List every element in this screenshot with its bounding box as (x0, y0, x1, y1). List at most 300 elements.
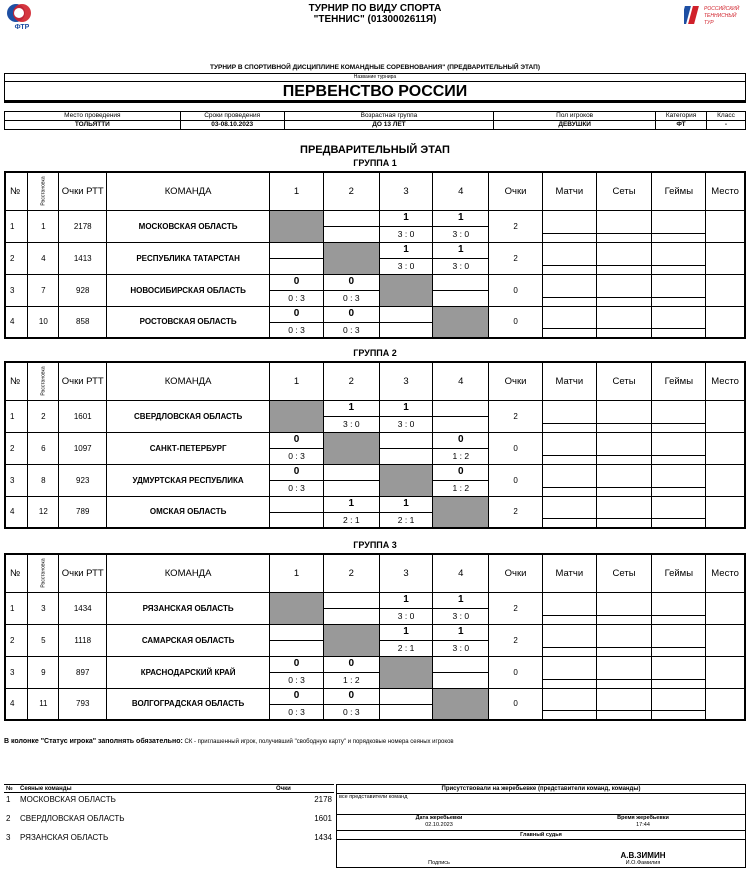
row-number: 2 (5, 624, 28, 656)
match-win: 0 (458, 466, 464, 477)
seeded-team: РЯЗАНСКАЯ ОБЛАСТЬ (20, 832, 109, 842)
match-win: 0 (293, 307, 300, 319)
match-win: 1 (348, 497, 355, 509)
status-note-bold: В колонке "Статус игрока" заполнять обязательно: (4, 738, 183, 745)
col-2-header: 2 (323, 554, 379, 592)
match-win: 1 (458, 244, 464, 255)
match-cell (270, 432, 324, 464)
title-line-1: ТУРНИР ПО ВИДУ СПОРТА (308, 3, 442, 14)
svg-text:ТУР: ТУР (704, 20, 714, 26)
col-2-header: 2 (323, 172, 379, 210)
team-name: НОВОСИБИРСКАЯ ОБЛАСТЬ (106, 274, 269, 306)
match-score (270, 512, 323, 527)
col-points-header: Очки (489, 362, 543, 400)
seed-header-label: Расстановка (40, 366, 47, 396)
match-win: 1 (458, 212, 464, 223)
games-cell (652, 656, 706, 688)
games-cell (652, 432, 706, 464)
team-points: 2 (489, 400, 543, 432)
cell-divider (652, 314, 705, 329)
cell-divider (652, 696, 705, 711)
match-score: 3 : 0 (433, 258, 488, 273)
col-games-header: Геймы (652, 172, 706, 210)
rtt-points: 858 (59, 306, 107, 338)
diagonal-cell (270, 400, 324, 432)
cell-divider (543, 473, 596, 488)
match-win (433, 401, 488, 416)
match-score: 3 : 0 (324, 416, 379, 431)
matches-cell (542, 306, 596, 338)
row-number: 1 (5, 592, 28, 624)
team-row (5, 592, 745, 624)
judge-caption: Главный судья (520, 832, 562, 838)
draw-info-block (336, 784, 746, 868)
seed-number: 12 (28, 496, 59, 528)
matches-cell (542, 242, 596, 274)
team-row (5, 400, 745, 432)
team-row (5, 432, 745, 464)
cell-divider (597, 283, 652, 298)
match-score: 3 : 0 (380, 416, 433, 431)
rtt-points: 1097 (59, 432, 107, 464)
sets-cell (596, 306, 652, 338)
dates-value: 03-08.10.2023 (180, 121, 284, 130)
cell-divider (597, 601, 652, 616)
team-points: 2 (489, 592, 543, 624)
judge-name-caption: И.О.Фамилия (625, 860, 661, 866)
cell-divider (597, 314, 652, 329)
col-seed-header (28, 554, 59, 592)
sets-cell (596, 592, 652, 624)
games-cell (652, 400, 706, 432)
match-score (324, 480, 379, 495)
match-win (433, 657, 488, 672)
col-seed-header (28, 362, 59, 400)
match-win: 0 (348, 307, 355, 319)
seed-number: 8 (28, 464, 59, 496)
team-name: САМАРСКАЯ ОБЛАСТЬ (106, 624, 269, 656)
matches-cell (542, 592, 596, 624)
sets-cell (596, 496, 652, 528)
gender-value: ДЕВУШКИ (494, 121, 656, 130)
tournament-name-box (4, 73, 746, 103)
match-win: 1 (403, 402, 409, 413)
seed-number: 1 (28, 210, 59, 242)
match-win: 0 (293, 689, 300, 701)
match-cell (323, 464, 379, 496)
sets-cell (596, 464, 652, 496)
team-name: УДМУРТСКАЯ РЕСПУБЛИКА (106, 464, 269, 496)
match-win: 0 (293, 276, 300, 287)
match-cell (379, 210, 433, 242)
rtt-points: 1601 (59, 400, 107, 432)
team-points: 2 (489, 210, 543, 242)
cell-divider (543, 441, 596, 456)
cell-divider (597, 219, 652, 234)
match-win: 0 (293, 658, 300, 669)
signature-caption: Подпись (428, 860, 450, 866)
match-win: 1 (403, 244, 409, 255)
cell-divider (597, 473, 652, 488)
draw-time-caption: Время жеребьевки (617, 815, 669, 821)
team-name: РЕСПУБЛИКА ТАТАРСТАН (106, 242, 269, 274)
match-win: 0 (348, 689, 355, 701)
svg-text:РОССИЙСКИЙ: РОССИЙСКИЙ (704, 6, 740, 12)
team-row (5, 496, 745, 528)
group-table (4, 171, 746, 339)
team-name: СВЕРДЛОВСКАЯ ОБЛАСТЬ (106, 400, 269, 432)
match-win (270, 243, 323, 258)
team-points: 0 (489, 688, 543, 720)
team-points: 0 (489, 306, 543, 338)
team-name: ВОЛГОГРАДСКАЯ ОБЛАСТЬ (106, 688, 269, 720)
group-header-row (5, 554, 745, 592)
match-cell (379, 496, 433, 528)
place-cell (706, 242, 745, 274)
seeded-num: 2 (6, 813, 11, 823)
games-cell (652, 242, 706, 274)
venue-caption: Место проведения (5, 112, 181, 121)
cell-divider (597, 409, 652, 424)
cell-divider (652, 504, 705, 519)
match-score: 2 : 1 (380, 640, 433, 655)
matches-cell (542, 496, 596, 528)
match-cell (379, 306, 433, 338)
rtt-points: 789 (59, 496, 107, 528)
match-cell (433, 656, 489, 688)
match-cell (323, 210, 379, 242)
games-cell (652, 496, 706, 528)
diagonal-cell (379, 656, 433, 688)
rtt-points: 793 (59, 688, 107, 720)
place-cell (706, 592, 745, 624)
group-title: ГРУППА 1 (353, 158, 397, 168)
team-name: РЯЗАНСКАЯ ОБЛАСТЬ (106, 592, 269, 624)
dates-caption: Сроки проведения (180, 112, 284, 121)
match-win (380, 307, 433, 322)
team-points: 2 (489, 242, 543, 274)
col-4-header: 4 (433, 362, 489, 400)
rtt-points: 897 (59, 656, 107, 688)
row-number: 4 (5, 688, 28, 720)
match-score: 0 : 3 (324, 290, 379, 305)
match-score: 0 : 3 (270, 290, 323, 305)
seeded-row (4, 831, 334, 850)
team-row (5, 688, 745, 720)
col-rating-header: Очки РТТ (59, 362, 107, 400)
match-cell (323, 592, 379, 624)
category-value: ФТ (656, 121, 707, 130)
cell-divider (652, 251, 705, 266)
group-title: ГРУППА 3 (353, 540, 397, 550)
team-points: 0 (489, 464, 543, 496)
col-team-header: КОМАНДА (106, 362, 269, 400)
col-rating-header: Очки РТТ (59, 172, 107, 210)
diagonal-cell (433, 496, 489, 528)
col-sets-header: Сеты (596, 172, 652, 210)
match-cell (323, 306, 379, 338)
seed-number: 2 (28, 400, 59, 432)
rtt-points: 1413 (59, 242, 107, 274)
games-cell (652, 592, 706, 624)
match-score: 0 : 3 (270, 480, 323, 495)
tournament-info-table (4, 111, 746, 130)
cell-divider (597, 696, 652, 711)
ftr-logo (4, 2, 40, 30)
match-win: 1 (403, 212, 409, 223)
place-cell (706, 210, 745, 242)
cell-divider (543, 601, 596, 616)
seed-number: 7 (28, 274, 59, 306)
age-group-caption: Возрастная группа (284, 112, 494, 121)
status-note-text: СК - приглашенный игрок, получивший "свободную карту" и порядковые номера сеяных игроков (182, 739, 454, 745)
seeded-points: 1434 (314, 832, 332, 842)
row-number: 3 (5, 274, 28, 306)
draw-time-value: 17:44 (636, 822, 650, 828)
cell-divider (543, 283, 596, 298)
sets-cell (596, 210, 652, 242)
match-score: 1 : 2 (433, 480, 488, 495)
cell-divider (543, 633, 596, 648)
cell-divider (597, 665, 652, 680)
matches-cell (542, 464, 596, 496)
match-score: 1 : 2 (324, 672, 379, 687)
match-cell (433, 242, 489, 274)
matches-cell (542, 624, 596, 656)
match-cell (270, 688, 324, 720)
tournament-name: ПЕРВЕНСТВО РОССИИ (5, 82, 745, 102)
class-value: - (707, 121, 746, 130)
match-win: 1 (403, 626, 409, 637)
svg-text:ФТР: ФТР (14, 24, 30, 30)
stage-title: ПРЕДВАРИТЕЛЬНЫЙ ЭТАП (300, 144, 450, 156)
team-name: РОСТОВСКАЯ ОБЛАСТЬ (106, 306, 269, 338)
matches-cell (542, 400, 596, 432)
col-num-header: № (5, 362, 28, 400)
diagonal-cell (270, 592, 324, 624)
svg-text:ТЕННИСНЫЙ: ТЕННИСНЫЙ (704, 13, 737, 19)
col-games-header: Геймы (652, 554, 706, 592)
row-number: 1 (5, 210, 28, 242)
draw-present-caption: Присутствовали на жеребьевке (представители команд, команды) (337, 785, 745, 794)
cell-divider (543, 696, 596, 711)
col-1-header: 1 (270, 554, 324, 592)
match-cell (379, 592, 433, 624)
match-score: 0 : 3 (270, 322, 323, 337)
team-points: 0 (489, 432, 543, 464)
col-4-header: 4 (433, 172, 489, 210)
match-score: 3 : 0 (380, 226, 433, 241)
match-cell (379, 242, 433, 274)
match-score (433, 672, 488, 687)
cell-divider (543, 409, 596, 424)
cell-divider (597, 633, 652, 648)
group-table (4, 361, 746, 529)
seeded-row (4, 812, 334, 831)
col-sets-header: Сеты (596, 362, 652, 400)
match-score: 3 : 0 (433, 608, 488, 623)
team-name: МОСКОВСКАЯ ОБЛАСТЬ (106, 210, 269, 242)
team-name: САНКТ-ПЕТЕРБУРГ (106, 432, 269, 464)
match-cell (270, 242, 324, 274)
games-cell (652, 274, 706, 306)
col-1-header: 1 (270, 362, 324, 400)
cell-divider (652, 665, 705, 680)
match-score: 3 : 0 (380, 258, 433, 273)
col-matches-header: Матчи (542, 362, 596, 400)
draw-date-caption: Дата жеребьевки (415, 815, 463, 821)
rtt-points: 2178 (59, 210, 107, 242)
match-score: 1 : 2 (433, 448, 488, 463)
games-cell (652, 306, 706, 338)
seeded-points: 1601 (314, 813, 332, 823)
match-score (433, 290, 488, 305)
match-score (324, 226, 379, 241)
col-3-header: 3 (379, 362, 433, 400)
cell-divider (543, 314, 596, 329)
group-table (4, 553, 746, 721)
seeded-row (4, 793, 334, 812)
col-team-header: КОМАНДА (106, 172, 269, 210)
match-score: 0 : 3 (270, 448, 323, 463)
games-cell (652, 688, 706, 720)
seed-number: 4 (28, 242, 59, 274)
class-caption: Класс (707, 112, 746, 121)
team-row (5, 624, 745, 656)
match-score (270, 258, 323, 273)
team-row (5, 464, 745, 496)
match-cell (270, 274, 324, 306)
cell-divider (543, 504, 596, 519)
match-score (380, 704, 433, 719)
match-win (380, 433, 433, 448)
col-3-header: 3 (379, 554, 433, 592)
match-score: 2 : 1 (380, 512, 433, 527)
games-cell (652, 210, 706, 242)
match-cell (433, 592, 489, 624)
group-title: ГРУППА 2 (353, 348, 397, 358)
match-score: 0 : 3 (324, 704, 379, 719)
cell-divider (543, 219, 596, 234)
place-cell (706, 400, 745, 432)
team-row (5, 306, 745, 338)
col-3-header: 3 (379, 172, 433, 210)
seeded-teams-block (4, 784, 334, 868)
seeded-team-header: Сеяные команды (18, 785, 274, 793)
discipline-subtitle: ТУРНИР В СПОРТИВНОЙ ДИСЦИПЛИНЕ КОМАНДНЫЕ СОРЕВНОВАНИЯ" (ПРЕДВАРИТЕЛЬНЫЙ ЭТАП) (209, 64, 540, 71)
diagonal-cell (433, 688, 489, 720)
match-cell (323, 656, 379, 688)
sets-cell (596, 400, 652, 432)
match-cell (379, 624, 433, 656)
match-cell (379, 688, 433, 720)
match-cell (433, 210, 489, 242)
col-1-header: 1 (270, 172, 324, 210)
match-cell (379, 400, 433, 432)
place-cell (706, 624, 745, 656)
col-sets-header: Сеты (596, 554, 652, 592)
cell-divider (652, 601, 705, 616)
match-cell (270, 624, 324, 656)
tournament-name-caption: Название турнира (5, 74, 745, 82)
team-name: ОМСКАЯ ОБЛАСТЬ (106, 496, 269, 528)
match-cell (270, 464, 324, 496)
match-cell (433, 274, 489, 306)
match-score (433, 416, 488, 431)
match-win (324, 465, 379, 480)
matches-cell (542, 656, 596, 688)
match-score: 3 : 0 (433, 640, 488, 655)
sets-cell (596, 656, 652, 688)
sets-cell (596, 274, 652, 306)
cell-divider (652, 473, 705, 488)
diagonal-cell (270, 210, 324, 242)
judge-name: А.В.ЗИМИН (620, 851, 666, 860)
col-seed-header (28, 172, 59, 210)
place-cell (706, 274, 745, 306)
match-score: 3 : 0 (433, 226, 488, 241)
diagonal-cell (323, 624, 379, 656)
match-score: 0 : 3 (270, 704, 323, 719)
col-points-header: Очки (489, 172, 543, 210)
seeded-team: МОСКОВСКАЯ ОБЛАСТЬ (20, 795, 116, 804)
team-row (5, 210, 745, 242)
games-cell (652, 464, 706, 496)
sets-cell (596, 688, 652, 720)
place-cell (706, 432, 745, 464)
gender-caption: Пол игроков (494, 112, 656, 121)
category-caption: Категория (656, 112, 707, 121)
match-win: 1 (458, 594, 464, 605)
match-score (324, 608, 379, 623)
match-win: 1 (458, 626, 464, 637)
match-win (270, 625, 323, 640)
seed-number: 10 (28, 306, 59, 338)
rtt-points: 1118 (59, 624, 107, 656)
place-cell (706, 496, 745, 528)
seeded-team: СВЕРДЛОВСКАЯ ОБЛАСТЬ (20, 813, 125, 823)
diagonal-cell (323, 432, 379, 464)
rtt-logo (684, 2, 746, 28)
col-num-header: № (5, 172, 28, 210)
col-points-header: Очки (489, 554, 543, 592)
matches-cell (542, 274, 596, 306)
rtt-points: 1434 (59, 592, 107, 624)
match-cell (433, 464, 489, 496)
match-cell (433, 624, 489, 656)
place-cell (706, 464, 745, 496)
row-number: 3 (5, 656, 28, 688)
match-win: 0 (293, 466, 300, 477)
team-points: 0 (489, 274, 543, 306)
cell-divider (652, 283, 705, 298)
cell-divider (652, 409, 705, 424)
team-points: 2 (489, 624, 543, 656)
col-place-header: Место (706, 554, 745, 592)
cell-divider (543, 665, 596, 680)
matches-cell (542, 210, 596, 242)
match-score (270, 640, 323, 655)
match-win: 0 (293, 434, 300, 445)
team-points: 2 (489, 496, 543, 528)
diagonal-cell (379, 464, 433, 496)
seeded-points-header: Очки (274, 785, 334, 793)
col-team-header: КОМАНДА (106, 554, 269, 592)
status-note (4, 738, 454, 745)
match-win (433, 275, 488, 290)
match-score: 3 : 0 (380, 608, 433, 623)
match-cell (379, 432, 433, 464)
